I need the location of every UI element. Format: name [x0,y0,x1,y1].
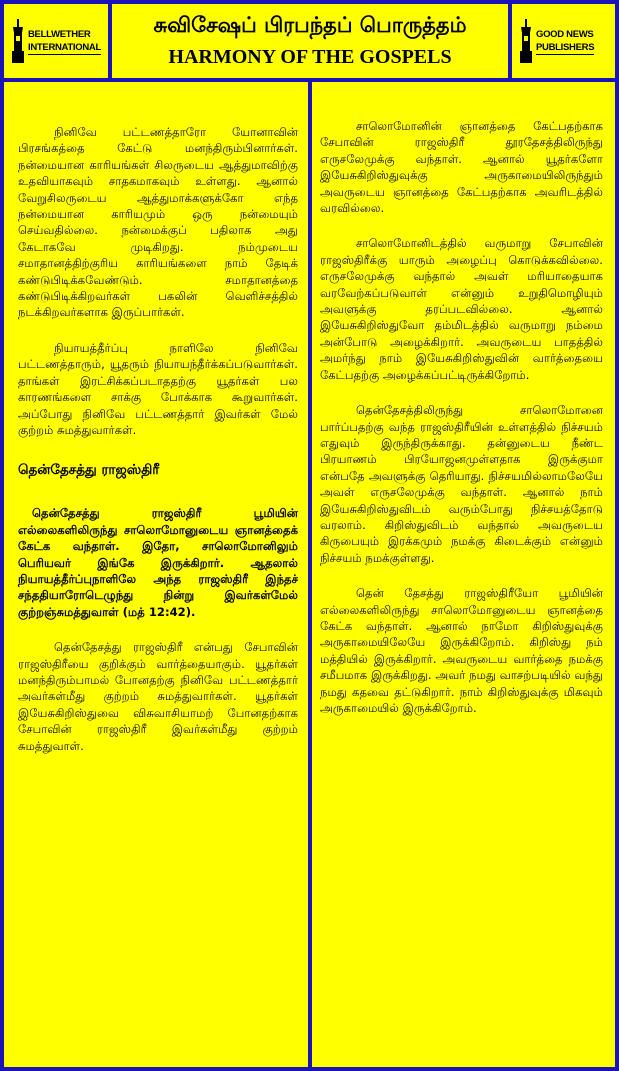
paragraph: சாலொமோனிடத்தில் வருமாறு சேபாவின் ராஜஸ்திரீக்கு யாரும் அழைப்பு கொடுக்கவில்லை. எருசலேமுக்கு வந்தால் அவள் மரியாதையாக வரவேற்கப்படுவாள் என்னும் உறுதிமொழியும் அவளுக்கு தரப்படவில்லை. ஆனால் இயேசுகிறிஸ்துவோ தம்மிடத்தில் வருமாறு நம்மை அன்போடு அழைக்கிறார். அவருடைய பாதத்தில் அமர்ந்து நாம் இயேசுகிறிஸ்துவின் வார்த்தையை கேட்பதற்கு அழைக்கப்பட்டிருக்கிறோம். [320,236,603,382]
bell-tower-icon [10,19,26,63]
publisher-logo-right [512,4,615,78]
paragraph: சாலொமோனின் ஞானத்தை கேட்பதற்காக சேபாவின் ராஜஸ்திரீ தூரதேசத்திலிருந்து எருசலேமுக்கு வந்தாள். ஆனால் யூதர்களோ இயேசுகிறிஸ்துவுக்கு அருகாமையிலிருந்தும் அவருடைய ஞானத்தை கேட்பதற்காக அவரிடத்தில் வரவில்லை. [320,119,603,216]
paragraph: தென்தேசத்திலிருந்து சாலொமோனை பார்ப்பதற்கு வந்த ராஜஸ்திரீயின் உள்ளத்தில் நிச்சயம் எதுவும் இருந்திருக்காது. தன்னுடைய நீண்ட பிரயாணம் பிரயோஜனமுள்ளதாக இருக்குமா என்பதே அவளுக்கு தெரியாது. நிச்சயமில்லாமலேயே அவள் எருசலேமுக்கு வந்தாள். ஆனால் நாம் இயேசுகிறிஸ்துவிடம் வரும்போது நிச்சயத்தோடு வரலாம். கிறிஸ்துவிடம் வந்தால் அவருடைய கிருபையும் இரக்கமும் நமக்கு கிடைக்கும் என்னும் நிச்சயம் நமக்குள்ளது. [320,403,603,565]
bell-tower-icon [518,19,534,63]
page-header [112,4,508,78]
publisher-logo-left [4,4,108,78]
left-text-column [4,82,308,1067]
logo-line-1: GOOD NEWS [536,28,594,40]
paragraph: நினிவே பட்டணத்தாரோ யோனாவின் பிரசங்கத்தை கேட்டு மனந்திரும்பினார்கள். நன்மையான காரியங்கள் சிலருடைய ஆத்துமாவிற்கு உதவியாகவும் சாதகமாகவும் உள்ளது. ஆனால் வேறுசிலருடைய ஆத்துமாக்களுக்கோ எந்த நன்மையான காரியமும் ஒரு நன்மையும் செய்வதில்லை. நன்மைக்குப் பதிலாக அது கேடாகவே முடிகிறது. நம்முடைய சமாதானத்திற்குரிய காரியங்களை நாம் தேடிக் கண்டுபிடிக்கவேண்டும். சமாதானத்தை கண்டுபிடிக்கிறவர்கள் பகலின் வெளிச்சத்தில் நடக்கிறவர்களாக இருப்பார்கள். [18,125,298,320]
logo-wordmark [536,28,594,55]
paragraph: நியாயத்தீர்ப்பு நாளிலே நினிவே பட்டணத்தாரும், யூதரும் நியாயந்தீர்க்கப்படுவார்கள். தாங்கள் இரட்சிக்கப்படாததற்கு யூதர்கள் பல காரணங்களை சாக்கு போக்காக கூறுவார்கள். அப்போது நினிவே பட்டணத்தார் இவர்கள் மேல் குற்றம் சுமத்துவார்கள். [18,340,298,437]
logo-line-2: INTERNATIONAL [28,41,101,53]
logo-line-1: BELLWETHER [28,28,91,40]
page-title-english: HARMONY OF THE GOSPELS [168,46,452,68]
logo-line-2: PUBLISHERS [536,41,595,53]
section-heading: தென்தேசத்து ராஜஸ்திரீ [18,462,160,479]
page-title-tamil: சுவிசேஷப் பிரபந்தப் பொருத்தம் [153,13,467,37]
scripture-quote: தென்தேசத்து ராஜஸ்திரீ பூமியின் எல்லைகளிலிருந்து சாலொமோனுடைய ஞானத்தைக் கேட்க வந்தாள். இதோ, சாலொமோனிலும் பெரியவர் இங்கே இருக்கிறார். ஆதலால் நியாயத்தீர்ப்புநாளிலே அந்த ராஜஸ்திரீ இந்தச் சந்ததியாரோடெழுந்து நின்று இவர்கள்மேல் குற்றஞ்சுமத்துவாள் (மத் 12:42). [18,506,298,619]
paragraph: தென்தேசத்து ராஜஸ்திரீ என்பது சேபாவின் ராஜஸ்திரீயை குறிக்கும் வார்த்தையாகும். யூதர்கள் மனந்திரும்பாமல் போனதற்கு நினிவே பட்டணத்தார் அவர்கள்மீது குற்றம் சுமத்துவார்கள். யூதர்கள் இயேசுகிறிஸ்துவை விசுவாசியாமற் போனதற்காக சேபாவின் ராஜஸ்திரீ இவர்கள்மீது குற்றம் சுமத்துவாள். [18,640,298,753]
logo-wordmark [28,28,101,55]
right-text-column [312,82,615,1067]
paragraph: தென் தேசத்து ராஜஸ்திரீயோ பூமியின் எல்லைகளிலிருந்து சாலொமோனுடைய ஞானத்தை கேட்க வந்தாள். ஆனால் நாமோ கிறிஸ்துவுக்கு அருகாமையிலேயே இருக்கிறோம். கிறிஸ்து நம் மத்தியில் இருக்கிறார். அவருடைய வார்த்தை நமக்கு சமீபமாக இருக்கிறது. அவர் நமது வாசற்படியில் வந்து நமது கதவை தட்டுகிறார். நாம் கிறிஸ்துவுக்கு மிகவும் அருகாமையில் இருக்கிறோம். [320,586,603,715]
